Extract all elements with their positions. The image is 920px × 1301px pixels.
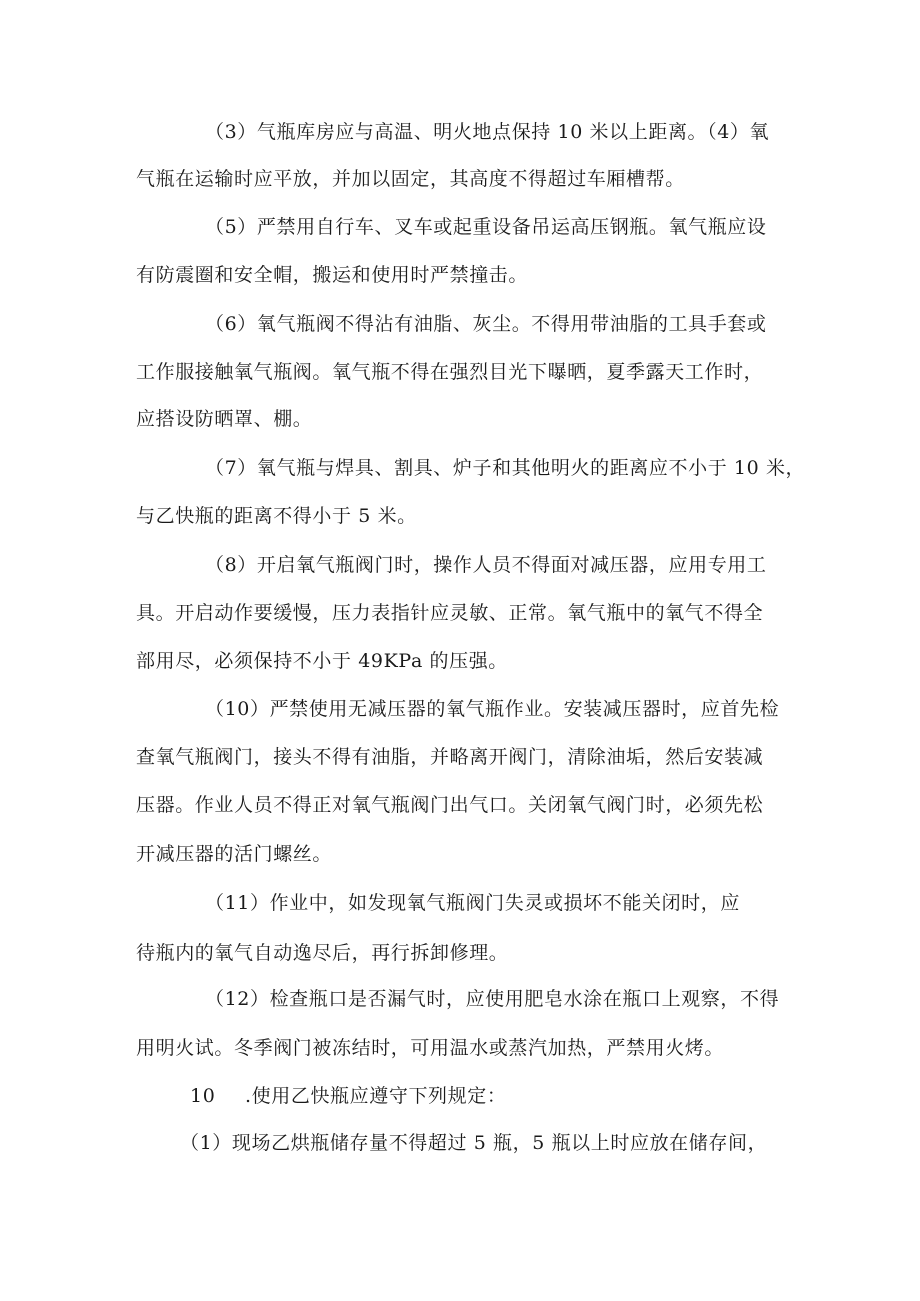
text-line: （8）开启氧气瓶阀门时，操作人员不得面对减压器，应用专用工 [205, 554, 767, 576]
text-line: 气瓶在运输时应平放，并加以固定，其高度不得超过车厢槽帮。 [136, 168, 685, 190]
text-line: 查氧气瓶阀门，接头不得有油脂，并略离开阀门，清除油垢，然后安装减 [136, 746, 764, 768]
text-line: （12）检查瓶口是否漏气时，应使用肥皂水涂在瓶口上观察，不得 [205, 988, 780, 1010]
text-line: （10）严禁使用无减压器的氧气瓶作业。安装减压器时，应首先检 [205, 698, 780, 720]
text-line: 用明火试。冬季阀门被冻结时，可用温水或蒸汽加热，严禁用火烤。 [136, 1037, 725, 1059]
text-line: 应搭设防晒罩、棚。 [136, 408, 313, 430]
text-line: 压器。作业人员不得正对氧气瓶阀门出气口。关闭氧气阀门时，必须先松 [136, 794, 764, 816]
section-number: 10 [190, 1085, 216, 1107]
text-line: 与乙快瓶的距离不得小于 5 米。 [136, 505, 417, 527]
text-line: 具。开启动作要缓慢，压力表指针应灵敏、正常。氧气瓶中的氧气不得全 [136, 602, 764, 624]
text-line: （6）氧气瓶阀不得沾有油脂、灰尘。不得用带油脂的工具手套或 [205, 313, 767, 335]
text-line: 工作服接触氧气瓶阀。氧气瓶不得在强烈目光下曝晒，夏季露天工作时， [136, 361, 764, 383]
text-line: 部用尽，必须保持不小于 49KPa 的压强。 [136, 650, 508, 672]
text-line: （7）氧气瓶与焊具、割具、炉子和其他明火的距离应不小于 10 米， [205, 457, 806, 479]
section-heading: .使用乙快瓶应遵守下列规定： [245, 1085, 507, 1107]
text-line: 待瓶内的氧气自动逸尽后，再行拆卸修理。 [136, 942, 509, 964]
text-line: （11）作业中，如发现氧气瓶阀门失灵或损坏不能关闭时，应 [205, 892, 740, 914]
text-line: （3）气瓶库房应与高温、明火地点保持 10 米以上距离。（4）氧 [205, 121, 770, 143]
text-line: 开减压器的活门螺丝。 [136, 843, 333, 865]
text-line: （5）严禁用自行车、叉车或起重设备吊运高压钢瓶。氧气瓶应设 [205, 216, 767, 238]
text-line: 有防震圈和安全帽，搬运和使用时严禁撞击。 [136, 264, 529, 286]
text-line: （1）现场乙烘瓶储存量不得超过 5 瓶，5 瓶以上时应放在储存间， [180, 1132, 768, 1154]
